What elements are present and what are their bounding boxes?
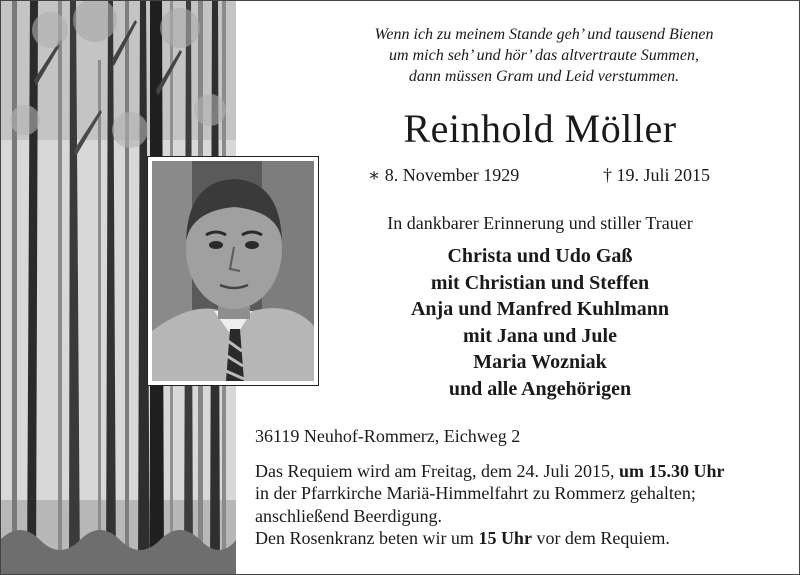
funeral-notice [255, 460, 790, 549]
address: 36119 Neuhof-Rommerz, Eichweg 2 [255, 426, 521, 446]
verse-line: dann müssen Gram und Leid verstummen. [408, 68, 680, 85]
notice-text: Den Rosenkranz beten wir um [255, 527, 479, 548]
notice-line-3: anschließend Beerdigung. [255, 505, 442, 526]
portrait-photo [147, 156, 319, 386]
mourner-line: mit Jana und Jule [463, 324, 617, 347]
notice-line-2: in der Pfarrkirche Mariä-Himmelfahrt zu Rommerz gehalten; [255, 483, 696, 504]
mourner-line: mit Christian und Steffen [430, 271, 650, 294]
mourning-intro: In dankbarer Erinnerung und stiller Trauer [387, 213, 693, 233]
verse-line: Wenn ich zu meinem Stande geh’ und tausend Bienen [374, 26, 714, 43]
deceased-name: Reinhold Möller [403, 106, 677, 151]
notice-line-4 [255, 527, 790, 549]
rosary-time: 15 Uhr [478, 527, 532, 548]
notice-line-1 [255, 460, 790, 482]
mourners-list [330, 243, 750, 402]
memorial-verse [300, 24, 788, 87]
mourner-line: Christa und Udo Gaß [447, 245, 633, 267]
mourner-line: und alle Angehörigen [448, 377, 632, 400]
mourner-line: Anja und Manfred Kuhlmann [410, 298, 670, 320]
mourner-line: Maria Wozniak [473, 351, 607, 373]
notice-text: vor dem Requiem. [531, 527, 670, 548]
verse-line: um mich seh’ und hör’ das altvertraute Summen, [389, 47, 699, 64]
notice-text: Das Requiem wird am Freitag, dem 24. Juli 2015, [255, 461, 619, 481]
death-date: † 19. Juli 2015 [603, 165, 711, 185]
requiem-time: um 15.30 Uhr [618, 461, 725, 481]
birth-date: ∗ 8. November 1929 [368, 165, 520, 185]
